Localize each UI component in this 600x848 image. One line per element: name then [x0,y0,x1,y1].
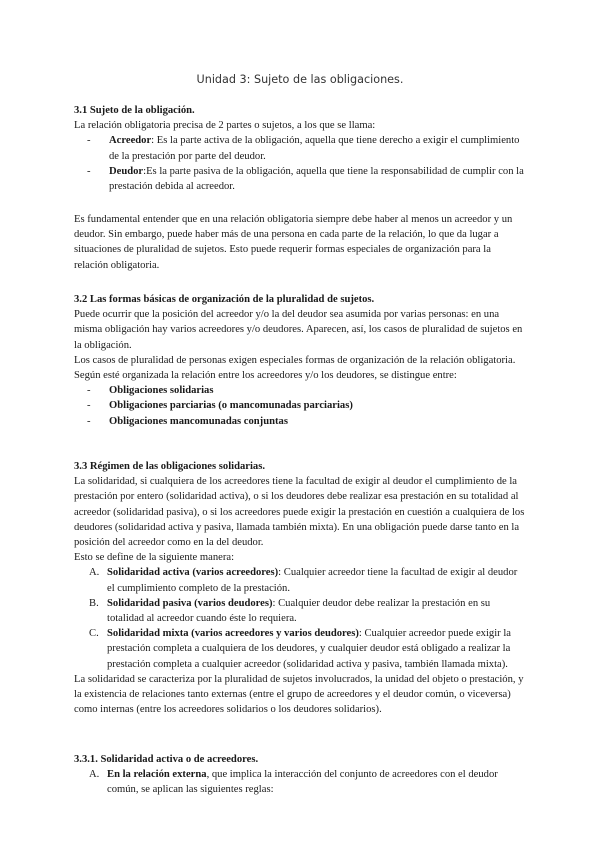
item-text: : Es la parte activa de la obligación, aquella que tiene derecho a exigir el cumplimiento de la prestación por parte del deudor. [109,135,520,162]
section-3-2 [74,292,526,429]
list-marker: B. [89,597,99,609]
section-3-3 [74,459,526,717]
item-text: Obligaciones solidarias [109,385,214,397]
list-item [74,164,526,194]
item-text: : Cualquier acreedor puede exigir la prestación completa a cualquiera de los deudores, y cualquier deudor está obligado a realizar la prestación completa a cualquier acreedor (solidaridad activa y pasiva, también llamada mixta). [107,628,511,670]
item-text: :Es la parte pasiva de la obligación, aquella que tiene la responsabilidad de cumplir con la prestación debida al acreedor. [109,165,524,193]
dash-bullet: - [87,165,91,177]
paragraph: Esto se define de la siguiente manera: [74,552,235,564]
section-heading: 3.1 Sujeto de la obligación. [74,105,195,116]
list-marker: C. [89,628,99,640]
term: En la relación externa [107,769,207,781]
term: Solidaridad pasiva (varios deudores) [107,597,273,609]
list-item [74,398,526,413]
document-title: Unidad 3: Sujeto de las obligaciones. [196,73,404,86]
paragraph: Los casos de pluralidad de personas exigen especiales formas de organización de la relación obligatoria. [74,354,516,366]
list-marker: A. [89,769,100,781]
item-text: , que implica la interacción del conjunto de acreedores con el deudor común, se aplican las siguientes reglas: [107,769,498,796]
section-heading: 3.2 Las formas básicas de organización de la pluralidad de sujetos. [74,294,375,305]
dash-bullet: - [87,415,91,427]
dash-bullet: - [87,385,91,397]
item-text: : Cualquier deudor debe realizar la prestación en su totalidad al acreedor cuando éste lo requiera. [107,597,491,625]
section-3-3-1 [74,752,526,798]
list-item [74,626,526,672]
list-item [74,596,526,626]
section-3-1 [74,103,526,194]
section-heading: 3.3 Régimen de las obligaciones solidarias. [74,461,265,472]
term: Deudor [109,165,144,177]
section-3-1-paragraph [74,212,526,273]
list-item [74,414,526,429]
section-heading: 3.3.1. Solidaridad activa o de acreedores. [74,754,259,765]
item-text: Obligaciones parciarias (o mancomunadas parciarias) [109,400,353,412]
dash-bullet: - [87,400,91,412]
paragraph: La solidaridad, si cualquiera de los acreedores tiene la facultad de exigir al deudor el cumplimiento de la prestación por entero (solidaridad activa), o si los deudores debe realizar esa prestación en su totalidad al acreedor (solidaridad pasiva), o si los acreedores puede exigir la prestación en cuestión a cualquiera de los deudores (solidaridad activa y pasiva, llamada también mixta). En una obligación puede darse tanto en la posición del acreedor como en la del deudor. [74,476,525,549]
paragraph: Es fundamental entender que en una relación obligatoria siempre debe haber al menos un acreedor y un deudor. Sin embargo, puede haber más de una persona en cada parte de la relación, lo que da lugar a situaciones de pluralidad de sujetos. Esto puede requerir formas especiales de organización para la relación obligatoria. [74,214,513,271]
paragraph: Según esté organizada la relación entre los acreedores y/o los deudores, se distingue entre: [74,370,457,382]
item-text: : Cualquier acreedor tiene la facultad de exigir al deudor el cumplimiento completo de la prestación. [107,567,518,594]
paragraph: La solidaridad se caracteriza por la pluralidad de sujetos involucrados, la unidad del objeto o prestación, y la existencia de relaciones tanto externas (entre el grupo de acreedores y el deudor común, o viceversa) como internas (entre los acreedores solidarios o los deudores solidarios). [74,673,524,716]
term: Acreedor [109,135,152,147]
term: Solidaridad activa (varios acreedores) [107,567,279,579]
term: Solidaridad mixta (varios acreedores y varios deudores) [107,628,359,640]
paragraph: Puede ocurrir que la posición del acreedor y/o la del deudor sea asumida por varias personas: en una misma obligación hay varios acreedores y/o deudores. Aparecen, así, los casos de pluralidad de sujetos en la obligación. [74,309,523,351]
list-item [74,133,526,163]
paragraph: La relación obligatoria precisa de 2 partes o sujetos, a los que se llama: [74,120,376,132]
dash-bullet: - [87,135,91,147]
list-item [74,383,526,398]
item-text: Obligaciones mancomunadas conjuntas [109,415,288,427]
list-marker: A. [89,567,100,579]
list-item [74,767,526,797]
list-item [74,565,526,595]
